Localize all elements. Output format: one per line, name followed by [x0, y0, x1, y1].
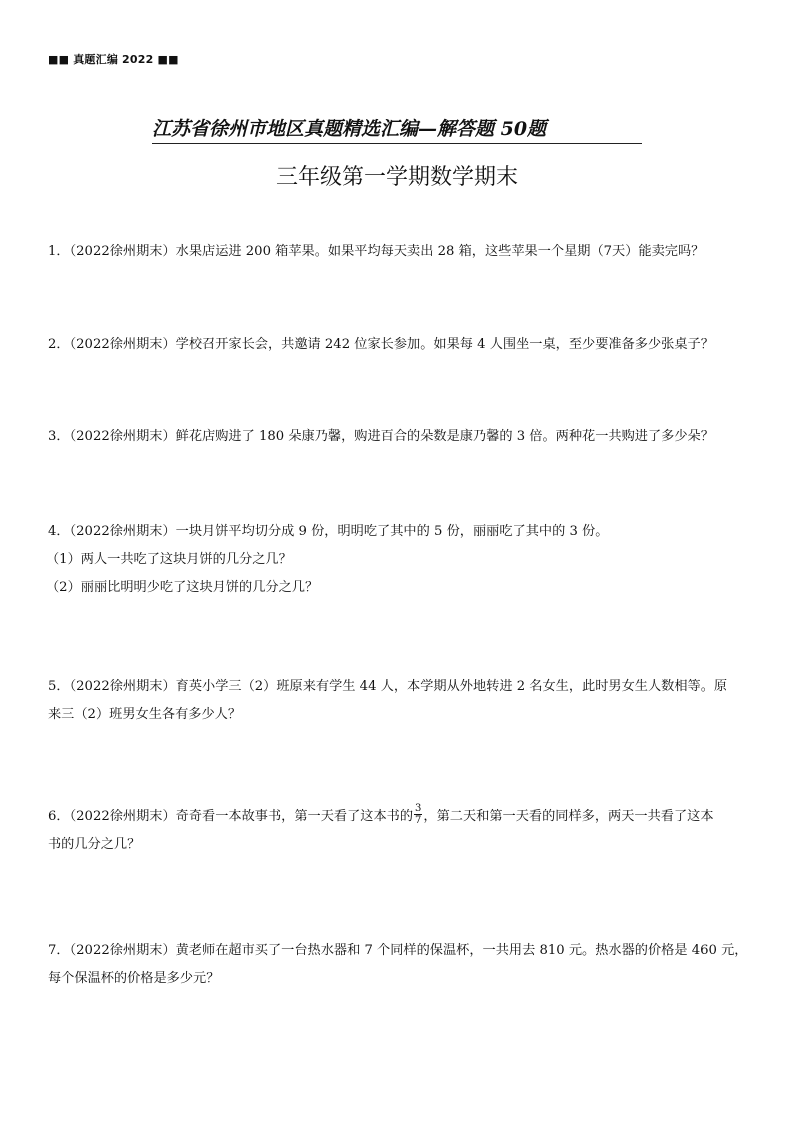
question-text: 1．（2022徐州期末）水果店运进 200 箱苹果。如果平均每天卖出 28 箱，这些苹果一个星期（7天）能卖完吗？	[48, 244, 705, 259]
question-3	[48, 423, 756, 451]
question-text	[48, 803, 756, 831]
question-text-part: 6．（2022徐州期末）奇奇看一本故事书，第一天看了这本书的	[48, 809, 414, 824]
question-text: 3．（2022徐州期末）鲜花店购进了 180 朵康乃馨，购进百合的朵数是康乃馨的 3 倍。两种花一共购进了多少朵？	[48, 429, 714, 444]
question-6	[48, 803, 756, 859]
question-text-part: ，第二天和第一天看的同样多，两天一共看了这本	[423, 809, 714, 824]
question-1	[48, 238, 756, 266]
question-text: 5．（2022徐州期末）育英小学三（2）班原来有学生 44 人，本学期从外地转进 2 名女生，此时男女生人数相等。原	[48, 679, 728, 694]
question-5	[48, 673, 756, 729]
question-text: 4．（2022徐州期末）一块月饼平均切分成 9 份，明明吃了其中的 5 份，丽丽吃了其中的 3 份。	[48, 524, 609, 539]
fraction	[414, 803, 422, 826]
question-text-cont: 来三（2）班男女生各有多少人？	[48, 707, 242, 722]
question-4	[48, 518, 756, 602]
question-2	[48, 331, 756, 359]
sub-question-1: （1）两人一共吃了这块月饼的几分之几？	[46, 552, 292, 567]
sub-question-2: （2）丽丽比明明少吃了这块月饼的几分之几？	[46, 580, 319, 595]
fraction-numerator: 3	[415, 803, 422, 814]
fraction-denominator: 7	[415, 815, 422, 826]
document-title: 江苏省徐州市地区真题精选汇编—解答题 50题	[152, 114, 642, 144]
question-7	[48, 937, 756, 993]
question-text: 7．（2022徐州期末）黄老师在超市买了一台热水器和 7 个同样的保温杯，一共用去 810 元。热水器的价格是 460 元，	[48, 943, 748, 958]
document-subtitle: 三年级第一学期数学期末	[275, 165, 518, 190]
question-text-cont: 每个保温杯的价格是多少元？	[48, 971, 220, 986]
question-text-cont: 书的几分之几？	[48, 837, 141, 852]
header-tag: ■■ 真题汇编 2022 ■■	[48, 53, 179, 66]
question-text: 2．（2022徐州期末）学校召开家长会，共邀请 242 位家长参加。如果每 4 人围坐一桌，至少要准备多少张桌子？	[48, 337, 714, 352]
